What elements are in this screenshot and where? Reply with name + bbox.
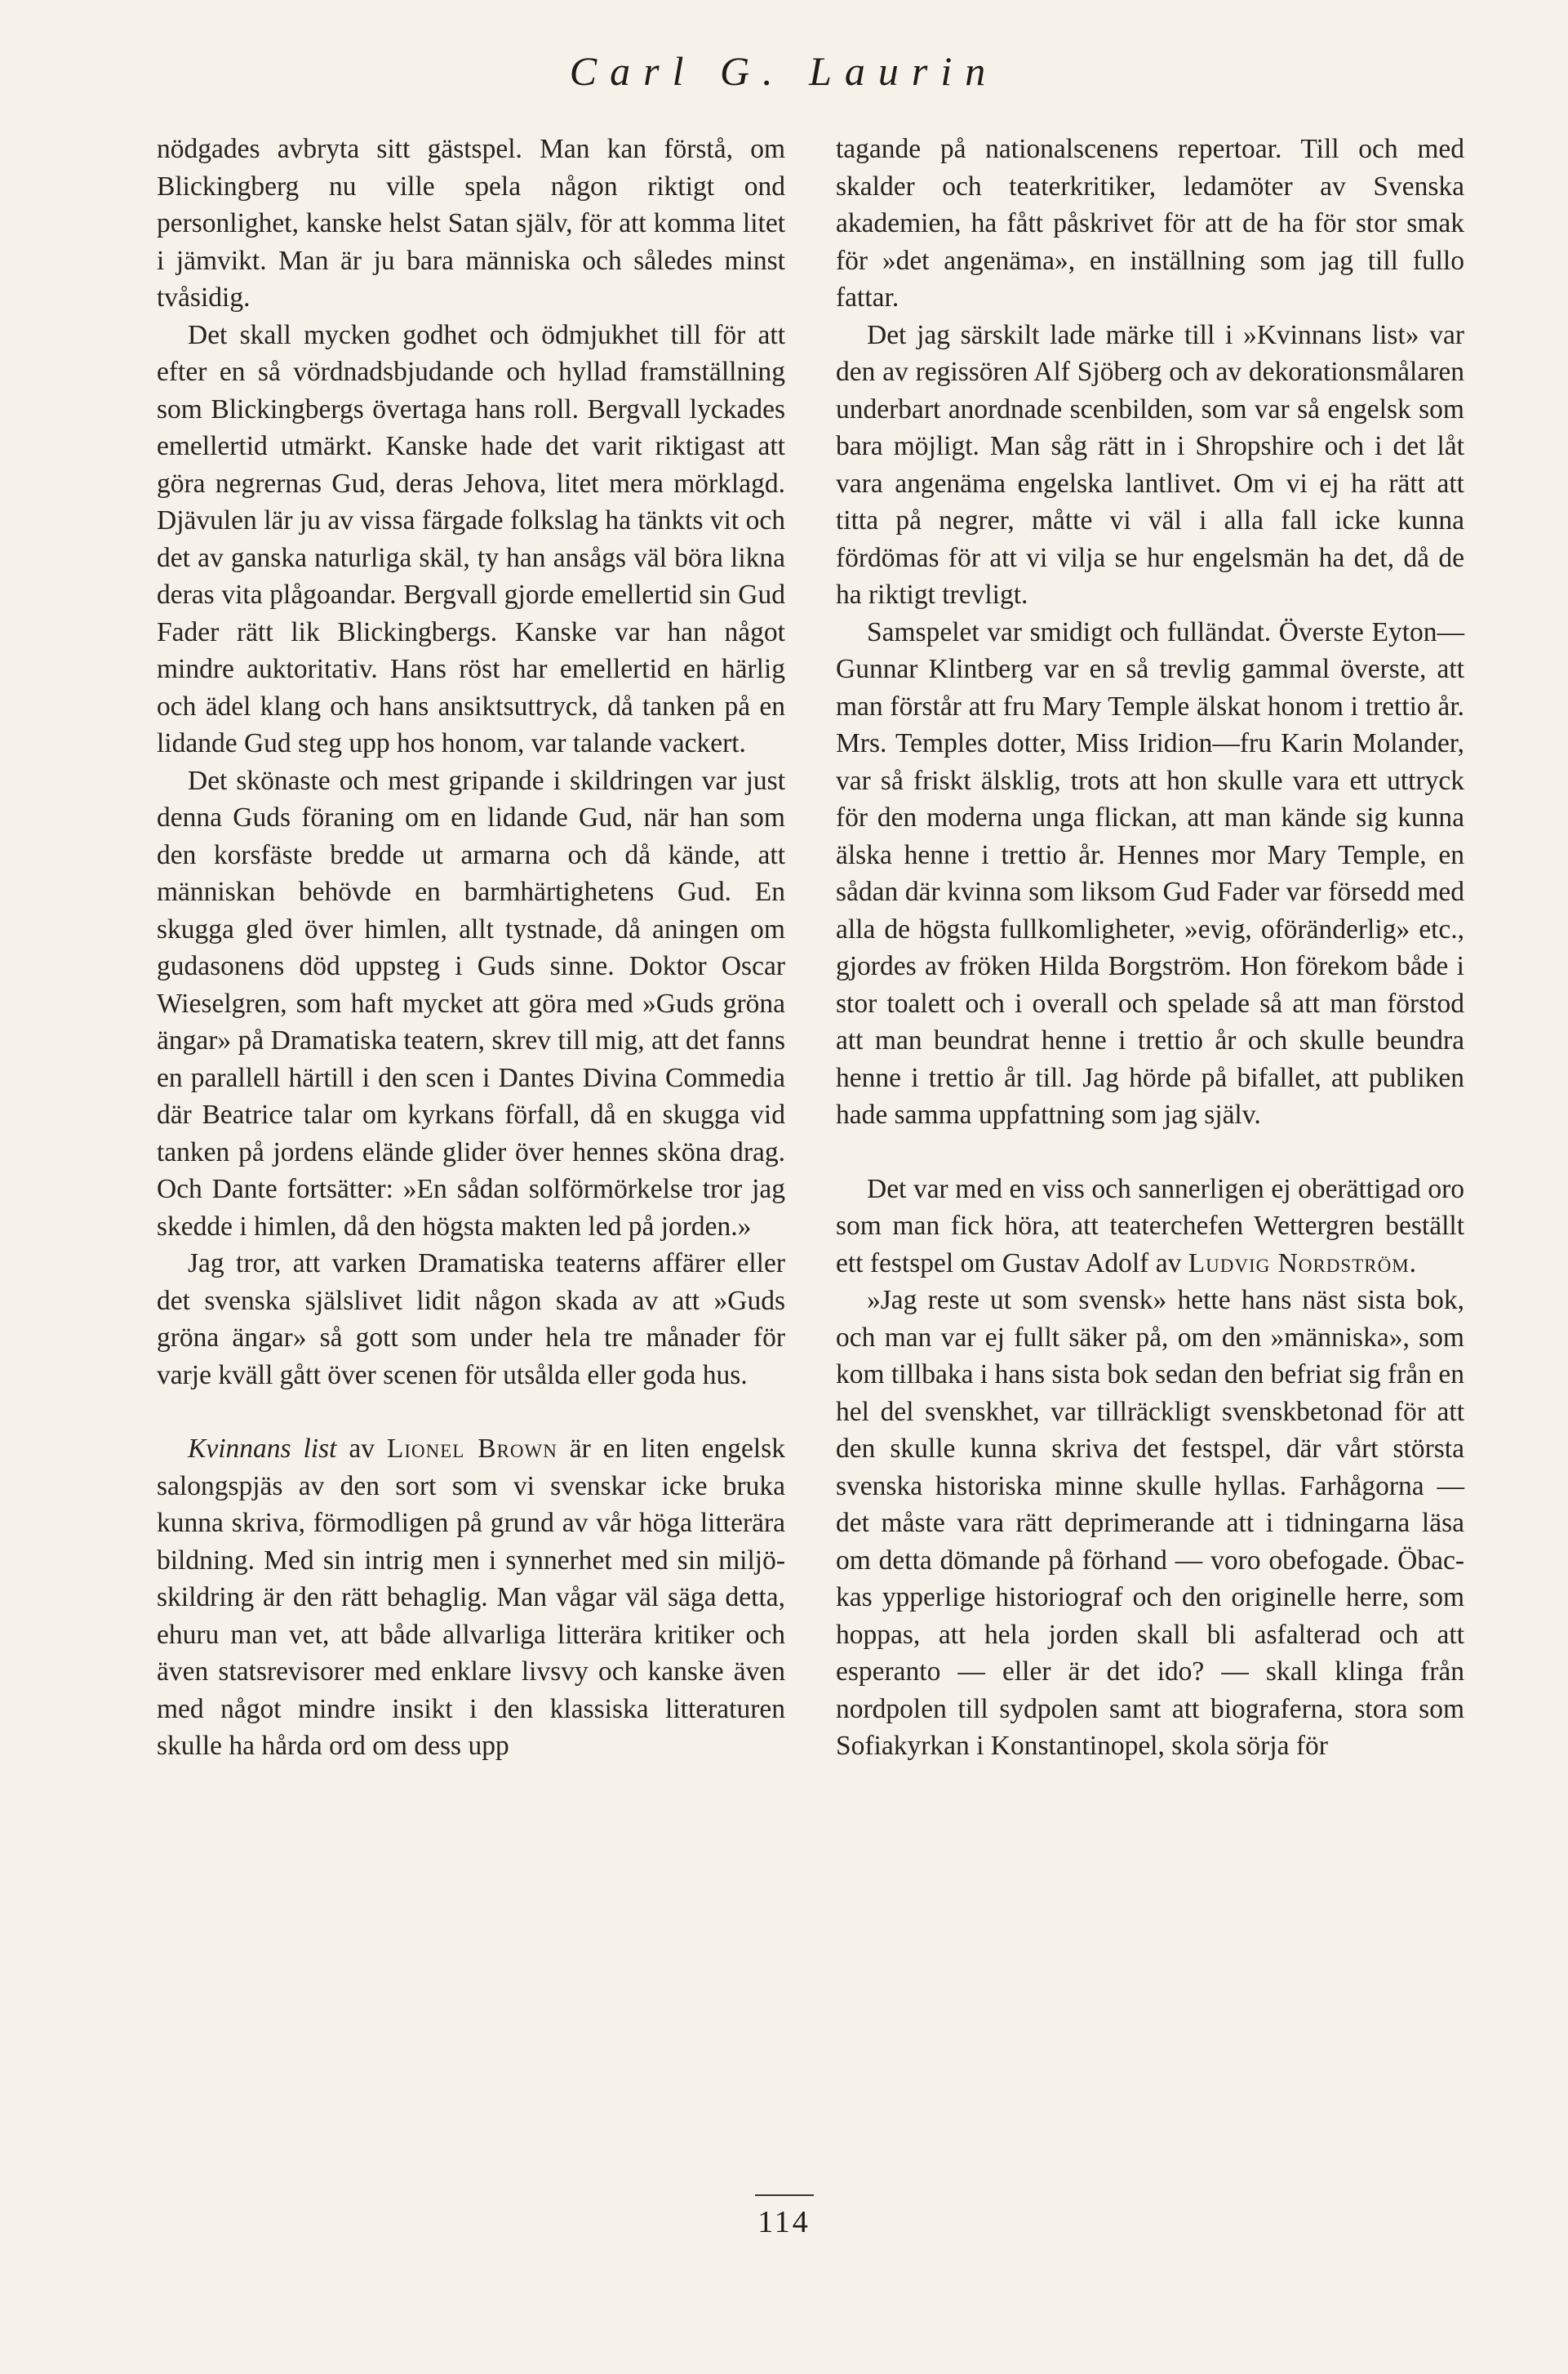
paragraph: Samspelet var smidigt och fulländat. Överste Eyton—Gunnar Klintberg var en så trevlig gammal överste, att man förstår att fru Mary Temple älskat honom i trettio år. Mrs. Temples dotter, Miss Iridion—fru Karin Molander, var så friskt älsklig, trots att hon skulle vara ett uttryck för den moderna unga flickan, att man kände sig kunna älska henne i trettio år. Hennes mor Mary Temple, en sådan där kvinna som liksom Gud Fader var försedd med alla de högsta fullkomligheter, »evig, oföränderlig» etc., gjordes av fröken Hilda Borgström. Hon förekom både i stor toalett och i overall och spelade så att man förstod att man beundrat henne i trettio år och skulle beundra henne i trettio år till. Jag hörde på bifallet, att publiken hade samma uppfattning som jag själv.	[836, 616, 1464, 1130]
page-footer	[0, 2194, 1568, 2240]
paragraph: Det jag särskilt lade märke till i »Kvinnans list» var den av regissören Alf Sjöberg och av dekorationsmålaren underbart anordnade scenbilden, som var så engelsk som bara möjligt. Man såg rätt in i Shropshire och i det låt vara angenäma engelska lantlivet. Om vi ej ha rätt att titta på negrer, måtte vi väl i alla fall icke kunna fördömas för att vi vilja se hur engelsmän ha det, då de ha riktigt trevligt.	[836, 319, 1464, 610]
page-number: 114	[757, 2205, 811, 2239]
left-column	[157, 131, 785, 1765]
paragraph	[836, 1171, 1464, 1283]
right-column	[836, 131, 1464, 1765]
author-name: Ludvig Nordström	[1188, 1247, 1410, 1278]
paragraph: Det skall mycken godhet och ödmjukhet till för att efter en så vördnadsbjudande och hyllad framställning som Blickingbergs övertaga hans roll. Bergvall lyckades emellertid utmärkt. Kanske hade det varit riktigast att göra negrernas Gud, deras Jehova, litet mera mörklagd. Djävulen lär ju av vissa färgade folkslag ha tänkts vit och det av ganska naturliga skäl, ty han ansågs väl böra likna deras vita plågoandar. Bergvall gjorde emellertid sin Gud Fader rätt lik Blickingbergs. Kanske var han något mindre auktoritativ. Hans röst har emellertid en härlig och ädel klang och hans ansiktsuttryck, då tanken på en lidande Gud steg upp hos honom, var talande vackert.	[157, 319, 785, 758]
paragraph-text: av	[336, 1434, 387, 1464]
paragraph: tagande på nationalscenens repertoar. Till och med skalder och teaterkritiker, ledamöter av Svenska akademien, ha fått påskrivet för att de ha för stor smak för »det angenäma», en inställning som jag till fullo fattar.	[836, 134, 1464, 313]
footer-rule	[755, 2194, 814, 2196]
paragraph	[157, 1430, 785, 1765]
paragraph: Det skönaste och mest gripande i skildringen var just denna Guds föraning om en lidande Gud, när han som den korsfäste bredde ut armarna och då kände, att människan behövde en barmhärtighetens Gud. En skugga gled över himlen, allt tystnade, då aningen om gudasonens död uppsteg i Guds sinne. Doktor Oscar Wieselgren, som haft mycket att göra med »Guds gröna ängar» på Dramatiska teatern, skrev till mig, att det fanns en parallell härtill i den scen i Dantes Divina Commedia där Beatrice talar om kyrkans förfall, då en skugga vid tanken på jordens elände glider över hennes sköna drag. Och Dante fortsätter: »En sådan solförmörkelse tror jag skedde i himlen, då den högsta makten led på jorden.»	[157, 765, 785, 1242]
paragraph: Jag tror, att varken Dramatiska teaterns affärer eller det svenska själslivet lidit någon skada av att »Guds gröna ängar» så gott som under hela tre månader för varje kväll gått över scenen för utsålda eller goda hus.	[157, 1248, 785, 1390]
paragraph-text: .	[1409, 1247, 1417, 1278]
paragraph-text: Det var med en viss och sannerligen ej oberättigad oro som man fick höra, att teaterchefen Wettergren beställt ett festspel om Gustav Adolf av	[836, 1173, 1464, 1278]
paragraph-text: är en liten engelsk salongspjäs av den sort som vi svenskar icke bruka kunna skriva, förmodligen på grund av vår höga litterära bildning. Med sin intrig men i synnerhet med sin miljöskildring är den rätt behaglig. Man vågar väl säga detta, ehuru man vet, att både allvarliga litterära kritiker och även statsrevisorer med enklare livsvy och kanske även med något mindre insikt i den klassiska litteraturen skulle ha hårda ord om dess upp	[157, 1434, 785, 1761]
paragraph: »Jag reste ut som svensk» hette hans näst sista bok, och man var ej fullt säker på, om den »människa», som kom tillbaka i hans sista bok sedan den befriat sig från en hel del svenskhet, var tillräckligt svenskbetonad för att den skulle kunna skriva det festspel, där vårt största svenska historiska minne skulle hyllas. Farhågorna — det måste vara rätt deprimerande att i tidningarna läsa om detta dömande på förhand — voro obefogade. Öbackas ypperlige historiograf och den originelle herre, som hoppas, att hela jorden skall bli asfalterad och att esperanto — eller är det ido? — skall klinga från nordpolen till sydpolen samt att biograferna, stora som Sofiakyrkan i Konstantinopel, skola sörja för	[836, 1285, 1464, 1761]
author-name: Lionel Brown	[386, 1434, 557, 1464]
paragraph: nödgades avbryta sitt gästspel. Man kan förstå, om Blickingberg nu ville spela någon riktigt ond personlighet, kanske helst Satan själv, för att komma litet i jämvikt. Man är ju bara människa och således minst tvåsidig.	[157, 134, 785, 313]
play-title: Kvinnans list	[188, 1434, 337, 1464]
running-head: Carl G. Laurin	[569, 48, 999, 94]
